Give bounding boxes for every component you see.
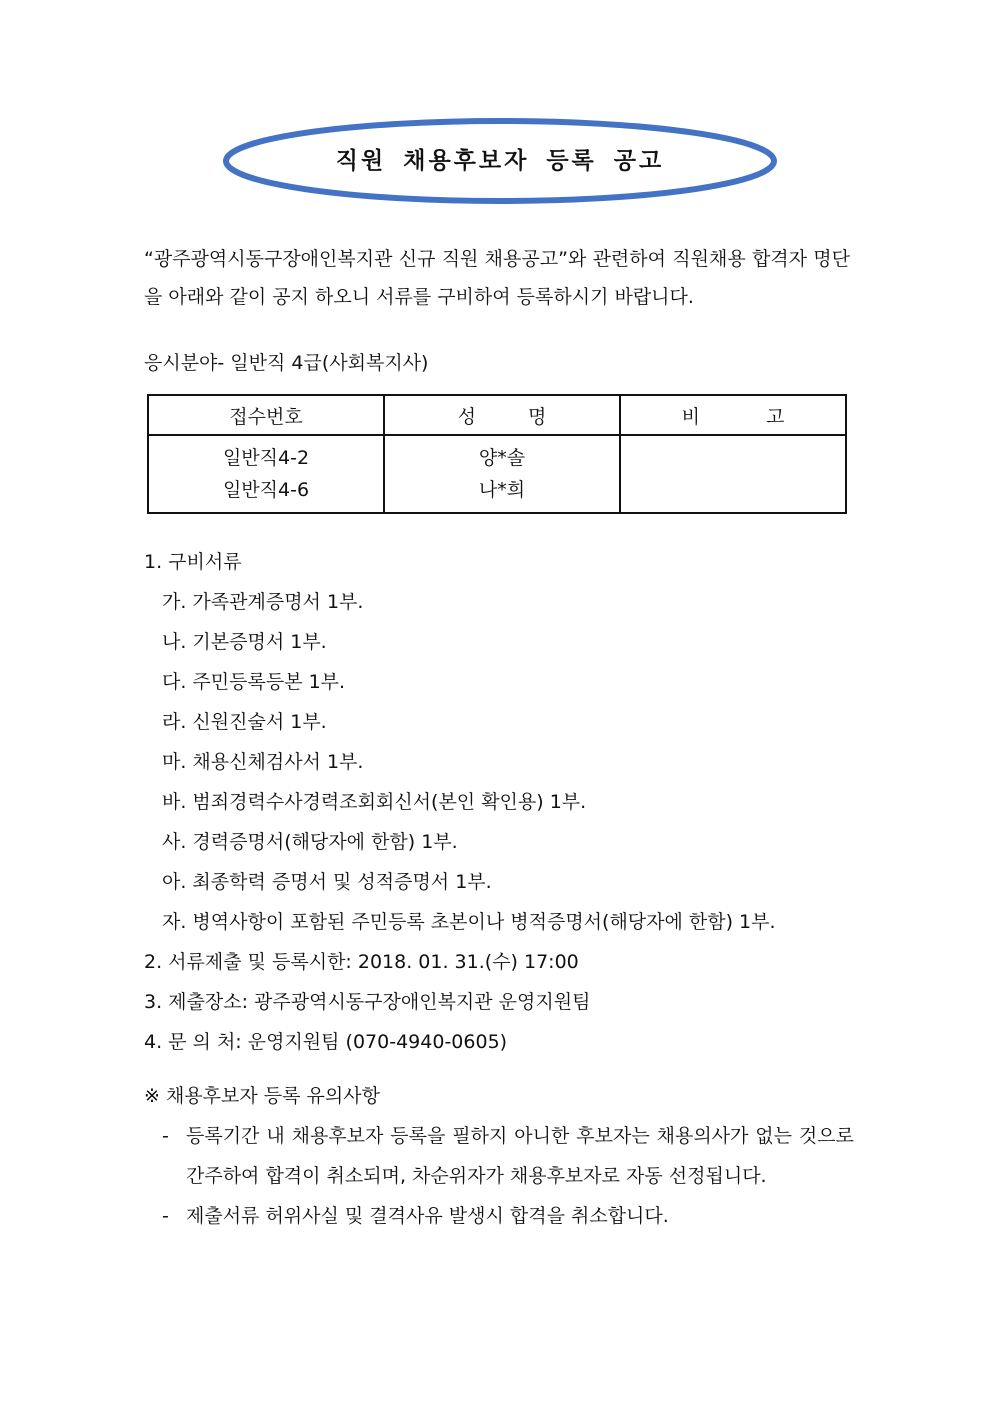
candidate-table bbox=[147, 394, 847, 514]
candidate-name: 나*희 bbox=[478, 479, 526, 501]
candidate-number: 일반직4-2 bbox=[222, 447, 310, 469]
doc-item: 가. 가족관계증명서 1부. bbox=[162, 591, 364, 613]
place-line: 3. 제출장소: 광주광역시동구장애인복지관 운영지원팀 bbox=[144, 991, 591, 1013]
note-item bbox=[144, 1116, 854, 1196]
table-row bbox=[148, 435, 846, 513]
contact-line: 4. 문 의 처: 운영지원팀 (070-4940-0605) bbox=[144, 1031, 508, 1053]
dash-bullet: - bbox=[162, 1205, 169, 1227]
note-text: 등록기간 내 채용후보자 등록을 필하지 아니한 후보자는 채용의사가 없는 것으로 간주하여 합격이 취소되며, 차순위자가 채용후보자로 자동 선정됩니다. bbox=[186, 1125, 854, 1187]
title-banner bbox=[220, 116, 780, 206]
header-number: 접수번호 bbox=[148, 395, 384, 435]
note-text: 제출서류 허위사실 및 결격사유 발생시 합격을 취소합니다. bbox=[186, 1205, 669, 1227]
dash-bullet: - bbox=[162, 1125, 169, 1147]
doc-item: 다. 주민등록등본 1부. bbox=[162, 671, 346, 693]
doc-item: 아. 최종학력 증명서 및 성적증명서 1부. bbox=[162, 871, 492, 893]
number-cell bbox=[148, 435, 384, 513]
remark-cell bbox=[620, 435, 846, 513]
page-title: 직원 채용후보자 등록 공고 bbox=[335, 148, 665, 174]
doc-item: 자. 병역사항이 포함된 주민등록 초본이나 병적증명서(해당자에 한함) 1부. bbox=[162, 911, 776, 933]
doc-item: 나. 기본증명서 1부. bbox=[162, 631, 327, 653]
notes-heading: ※ 채용후보자 등록 유의사항 bbox=[144, 1085, 380, 1107]
doc-item: 바. 범죄경력수사경력조회회신서(본인 확인용) 1부. bbox=[162, 791, 587, 813]
application-field: 응시분야- 일반직 4급(사회복지사) bbox=[144, 352, 429, 374]
table-header-row bbox=[148, 395, 846, 435]
deadline-line: 2. 서류제출 및 등록시한: 2018. 01. 31.(수) 17:00 bbox=[144, 951, 579, 973]
name-cell bbox=[384, 435, 620, 513]
doc-item: 마. 채용신체검사서 1부. bbox=[162, 751, 364, 773]
notice-body bbox=[144, 542, 854, 1236]
header-remark: 비 고 bbox=[620, 395, 846, 435]
note-item bbox=[144, 1196, 854, 1236]
docs-heading: 1. 구비서류 bbox=[144, 551, 242, 573]
intro-paragraph: “광주광역시동구장애인복지관 신규 직원 채용공고”와 관련하여 직원채용 합격자 명단을 아래와 같이 공지 하오니 서류를 구비하여 등록하시기 바랍니다. bbox=[144, 248, 850, 308]
doc-item: 사. 경력증명서(해당자에 한함) 1부. bbox=[162, 831, 458, 853]
header-name: 성 명 bbox=[384, 395, 620, 435]
candidate-number: 일반직4-6 bbox=[222, 479, 310, 501]
candidate-name: 양*솔 bbox=[478, 447, 526, 469]
doc-item: 라. 신원진술서 1부. bbox=[162, 711, 327, 733]
